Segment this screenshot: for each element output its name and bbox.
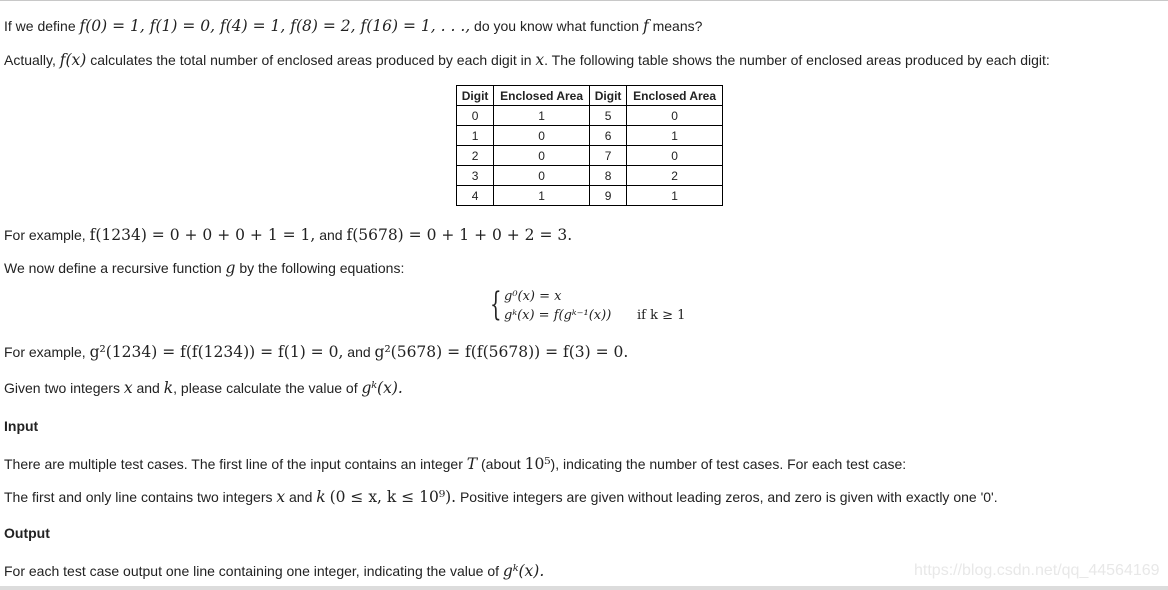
table-header: Enclosed Area (627, 86, 723, 106)
input-k: k (316, 488, 326, 506)
table-cell: 1 (627, 126, 723, 146)
table-header: Digit (457, 86, 494, 106)
output-math: gᵏ(x). (502, 562, 545, 580)
actually-x: x (535, 51, 545, 69)
given-math: gᵏ(x). (361, 379, 403, 397)
table-cell: 5 (589, 106, 626, 126)
given-k: k (163, 379, 174, 397)
table-row (457, 166, 723, 186)
input-x: x (276, 488, 286, 506)
example1-math2: f(5678) = 0 + 1 + 0 + 2 = 3. (346, 226, 573, 244)
intro-paragraph (4, 16, 702, 36)
example2-prefix: For example, (4, 344, 90, 360)
output-heading: Output (4, 525, 50, 541)
table-cell: 0 (457, 106, 494, 126)
given-paragraph (4, 378, 403, 398)
equation-recursive-case: gᵏ(x) = f(gᵏ⁻¹(x)) (504, 308, 612, 323)
example2-math2: g²(5678) = f(f(5678)) = f(3) = 0. (374, 343, 629, 361)
input-line2-mid: and (285, 489, 317, 505)
top-divider (0, 0, 1168, 1)
bottom-scrollbar[interactable] (0, 586, 1168, 590)
input-line2-prefix: The first and only line contains two integers (4, 489, 277, 505)
table-cell: 1 (494, 106, 590, 126)
table-row (457, 126, 723, 146)
digit-area-table (456, 85, 723, 206)
given-x: x (123, 379, 133, 397)
intro-f: f (642, 17, 649, 35)
input-heading: Input (4, 418, 39, 434)
input-line2-suffix: Positive integers are given without leading zeros, and zero is given with exactly one '0'. (456, 489, 998, 505)
recursive-prefix: We now define a recursive function (4, 260, 226, 276)
table-cell: 1 (627, 186, 723, 206)
example1-prefix: For example, (4, 227, 90, 243)
table-row (457, 146, 723, 166)
table-cell: 1 (457, 126, 494, 146)
intro-prefix: If we define (4, 18, 80, 34)
table-cell: 4 (457, 186, 494, 206)
recursive-suffix: by the following equations: (235, 260, 405, 276)
example2-paragraph (4, 342, 628, 362)
input-line1-prefix: There are multiple test cases. The first line of the input contains an integer (4, 456, 467, 472)
output-line (4, 561, 544, 581)
table-cell: 0 (494, 166, 590, 186)
watermark: https://blog.csdn.net/qq_44564169 (914, 562, 1160, 579)
input-T-math: 10⁵ (524, 455, 551, 473)
table-cell: 1 (494, 186, 590, 206)
recursive-paragraph (4, 258, 404, 278)
actually-mid: calculates the total number of enclosed areas produced by each digit in (86, 52, 536, 68)
table-cell: 7 (589, 146, 626, 166)
table-cell: 8 (589, 166, 626, 186)
input-T: T (466, 455, 478, 473)
actually-prefix: Actually, (4, 52, 60, 68)
intro-suffix: means? (648, 18, 703, 34)
example1-paragraph (4, 225, 572, 245)
equation-condition: if k ≥ 1 (637, 308, 686, 323)
table-cell: 0 (627, 146, 723, 166)
table-cell: 2 (457, 146, 494, 166)
input-range-math: (0 ≤ x, k ≤ 10⁹). (329, 488, 457, 506)
example2-math1: g²(1234) = f(f(1234)) = f(1) = 0, (89, 343, 344, 361)
actually-math: f(x) (59, 51, 87, 69)
equation-base-case: g⁰(x) = x (504, 289, 562, 304)
input-line2 (4, 487, 998, 507)
table-row (457, 186, 723, 206)
given-mid: and (132, 380, 164, 396)
table-cell: 9 (589, 186, 626, 206)
example1-mid: and (315, 227, 347, 243)
table-cell: 2 (627, 166, 723, 186)
input-line1-suffix: ), indicating the number of test cases. For each test case: (550, 456, 907, 472)
table-cell: 6 (589, 126, 626, 146)
table-header: Enclosed Area (494, 86, 590, 106)
given-mid2: , please calculate the value of (173, 380, 362, 396)
example1-math1: f(1234) = 0 + 0 + 0 + 1 = 1, (89, 226, 316, 244)
recursive-g: g (225, 259, 236, 277)
intro-mid: do you know what function (470, 18, 643, 34)
given-prefix: Given two integers (4, 380, 124, 396)
table-header: Digit (589, 86, 626, 106)
output-line-prefix: For each test case output one line containing one integer, indicating the value of (4, 563, 503, 579)
input-line1 (4, 454, 906, 474)
table-cell: 0 (494, 126, 590, 146)
table-cell: 0 (494, 146, 590, 166)
actually-paragraph (4, 50, 1050, 70)
example2-mid: and (343, 344, 375, 360)
table-cell: 0 (627, 106, 723, 126)
table-header-row (457, 86, 723, 106)
actually-suffix: . The following table shows the number of enclosed areas produced by each digit: (544, 52, 1050, 68)
intro-math: f(0) = 1, f(1) = 0, f(4) = 1, f(8) = 2, f(16) = 1, . . ., (79, 17, 471, 35)
input-line1-mid: (about (477, 456, 525, 472)
left-brace: { (490, 284, 502, 323)
table-cell: 3 (457, 166, 494, 186)
table-row (457, 106, 723, 126)
